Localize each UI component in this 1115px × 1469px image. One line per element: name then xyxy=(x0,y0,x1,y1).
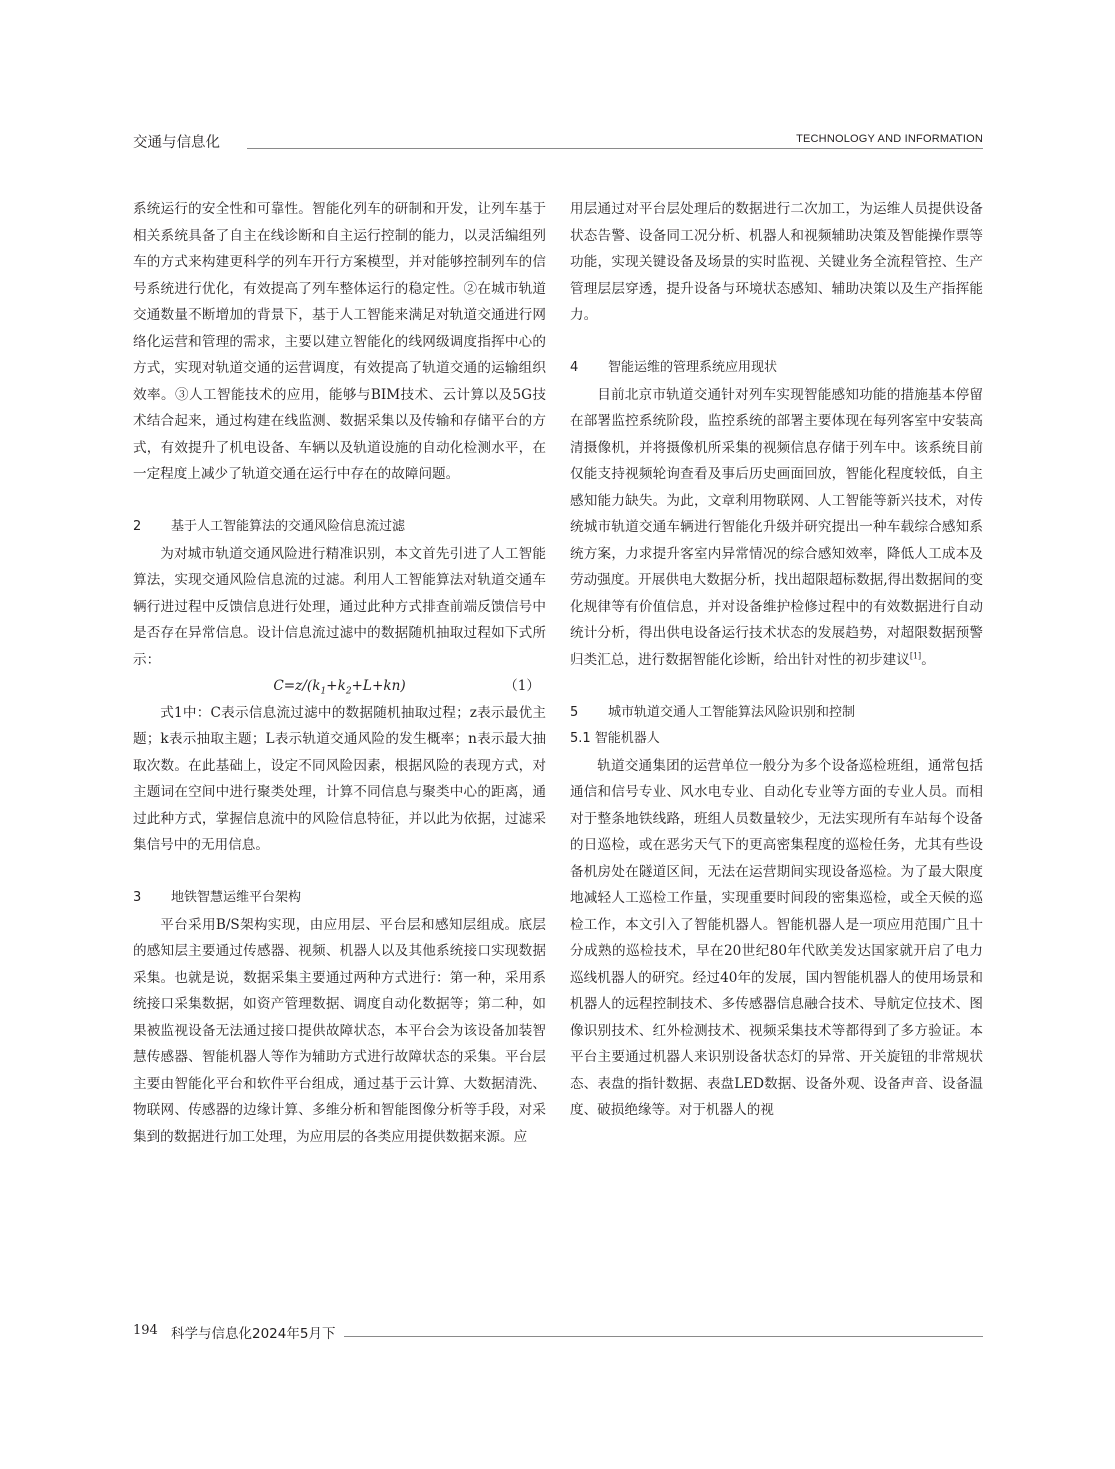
section-title: 智能运维的管理系统应用现状 xyxy=(608,360,778,375)
section-title: 地铁智慧运维平台架构 xyxy=(171,890,302,905)
section-number: 5 xyxy=(570,704,579,720)
page-number: 194 xyxy=(133,1323,158,1338)
section-heading-4 xyxy=(570,355,983,382)
paragraph: 目前北京市轨道交通针对列车实现智能感知功能的措施基本停留在部署监控系统阶段，监控系统的部署主要体现在每列客室中安装高清摄像机，并将摄像机所采集的视频信息存储于列车中。该系统目前仅能支持视频轮询查看及事后历史画面回放，智能化程度较低，自主感知能力缺失。为此，文章利用物联网、人工智能等新兴技术，对传统城市轨道交通车辆进行智能化升级并研究提出一种车载综合感知系统方案，力求提升客室内异常情况的综合感知效率，降低人工成本及劳动强度。开展供电大数据分析，找出超限超标数据,得出数据间的变化规律等有价值信息，并对设备维护检修过程中的有效数据进行自动统计分析，得出供电设备运行技术状态的发展趋势，对超限数据预警归类汇总，进行数据智能化诊断，给出针对性的初步建议[1]。 xyxy=(570,386,983,668)
section-number: 3 xyxy=(133,890,142,905)
footer-journal: 科学与信息化2024年5月下 xyxy=(171,1326,336,1342)
section-number: 4 xyxy=(570,360,579,375)
section-number: 2 xyxy=(133,519,142,534)
left-column xyxy=(133,196,546,1150)
running-header-journal: TECHNOLOGY AND INFORMATION xyxy=(796,133,983,145)
subsection-heading-5-1: 5.1 智能机器人 xyxy=(570,731,660,746)
section-heading-3 xyxy=(133,885,546,912)
paragraph: 为对城市轨道交通风险进行精准识别，本文首先引进了人工智能算法，实现交通风险信息流的过滤。利用人工智能算法对轨道交通车辆行进过程中反馈信息进行处理，通过此种方式排查前端反馈信号中是否存在异常信息。设计信息流过滤中的数据随机抽取过程如下式所示： xyxy=(133,545,546,668)
citation: [1] xyxy=(909,650,922,660)
footer-rule xyxy=(344,1336,983,1337)
equation-number: （1） xyxy=(504,678,540,694)
header-rule xyxy=(247,148,983,149)
section-title: 城市轨道交通人工智能算法风险识别和控制 xyxy=(608,704,856,720)
paragraph: 系统运行的安全性和可靠性。智能化列车的研制和开发，让列车基于相关系统具备了自主在线诊断和自主运行控制的能力，以灵活编组列车的方式来构建更科学的列车开行方案模型，并对能够控制列车的信号系统进行优化，有效提高了列车整体运行的稳定性。②在城市轨道交通数量不断增加的背景下，基于人工智能来满足对轨道交通进行网络化运营和管理的需求，主要以建立智能化的线网级调度指挥中心的方式，实现对轨道交通的运营调度，有效提高了轨道交通的运输组织效率。③人工智能技术的应用，能够与BIM技术、云计算以及5G技术结合起来，通过构建在线监测、数据采集以及传输和存储平台的方式，有效提升了机电设备、车辆以及轨道设施的自动化检测水平，在一定程度上减少了轨道交通在运行中存在的故障问题。 xyxy=(133,201,546,482)
running-header-section: 交通与信息化 xyxy=(133,135,220,151)
section-heading-2 xyxy=(133,514,546,541)
paragraph: 平台采用B/S架构实现，由应用层、平台层和感知层组成。底层的感知层主要通过传感器、视频、机器人以及其他系统接口实现数据采集。也就是说，数据采集主要通过两种方式进行：第一种，采用系统接口采集数据，如资产管理数据、调度自动化数据等；第二种，如果被监视设备无法通过接口提供故障状态，本平台会为该设备加装智慧传感器、智能机器人等作为辅助方式进行故障状态的采集。平台层主要由智能化平台和软件平台组成，通过基于云计算、大数据清洗、物联网、传感器的边缘计算、多维分析和智能图像分析等手段，对采集到的数据进行加工处理，为应用层的各类应用提供数据来源。应 xyxy=(133,916,546,1145)
paragraph: 轨道交通集团的运营单位一般分为多个设备巡检班组，通常包括通信和信号专业、风水电专业、自动化专业等方面的专业人员。而相对于整条地铁线路，班组人员数量较少，无法实现所有车站每个设备的日巡检，或在恶劣天气下的更高密集程度的巡检任务，尤其有些设备机房处在隧道区间，无法在运营期间实现设备巡检。为了最大限度地减轻人工巡检工作量，实现重要时间段的密集巡检，或全天候的巡检工作，本文引入了智能机器人。智能机器人是一项应用范围广且十分成熟的巡检技术，早在20世纪80年代欧美发达国家就开启了电力巡线机器人的研究。经过40年的发展，国内智能机器人的使用场景和机器人的远程控制技术、多传感器信息融合技术、导航定位技术、图像识别技术、红外检测技术、视频采集技术等都得到了多方验证。本平台主要通过机器人来识别设备状态灯的异常、开关旋钮的非常规状态、表盘的指针数据、表盘LED数据、设备外观、设备声音、设备温度、破损绝缘等。对于机器人的视 xyxy=(570,757,983,1118)
right-column xyxy=(570,196,983,1124)
section-title: 基于人工智能算法的交通风险信息流过滤 xyxy=(171,519,406,534)
equation-1: $C=z/(k_1+k_2+L+kn)$ （1） xyxy=(133,673,546,700)
paragraph: 式1中：C表示信息流过滤中的数据随机抽取过程；z表示最优主题；k表示抽取主题；L表示轨道交通风险的发生概率；n表示最大抽取次数。在此基础上，设定不同风险因素，根据风险的表现方式，对主题词在空间中进行聚类处理，计算不同信息与聚类中心的距离，通过此种方式，掌握信息流中的风险信息特征，并以此为依据，过滤采集信号中的无用信息。 xyxy=(133,704,546,853)
section-heading-5 xyxy=(570,700,983,727)
paragraph: 用层通过对平台层处理后的数据进行二次加工，为运维人员提供设备状态告警、设备同工况分析、机器人和视频辅助决策及智能操作票等功能，实现关键设备及场景的实时监视、关键业务全流程管控、生产管理层层穿透，提升设备与环境状态感知、辅助决策以及生产指挥能力。 xyxy=(570,201,983,323)
